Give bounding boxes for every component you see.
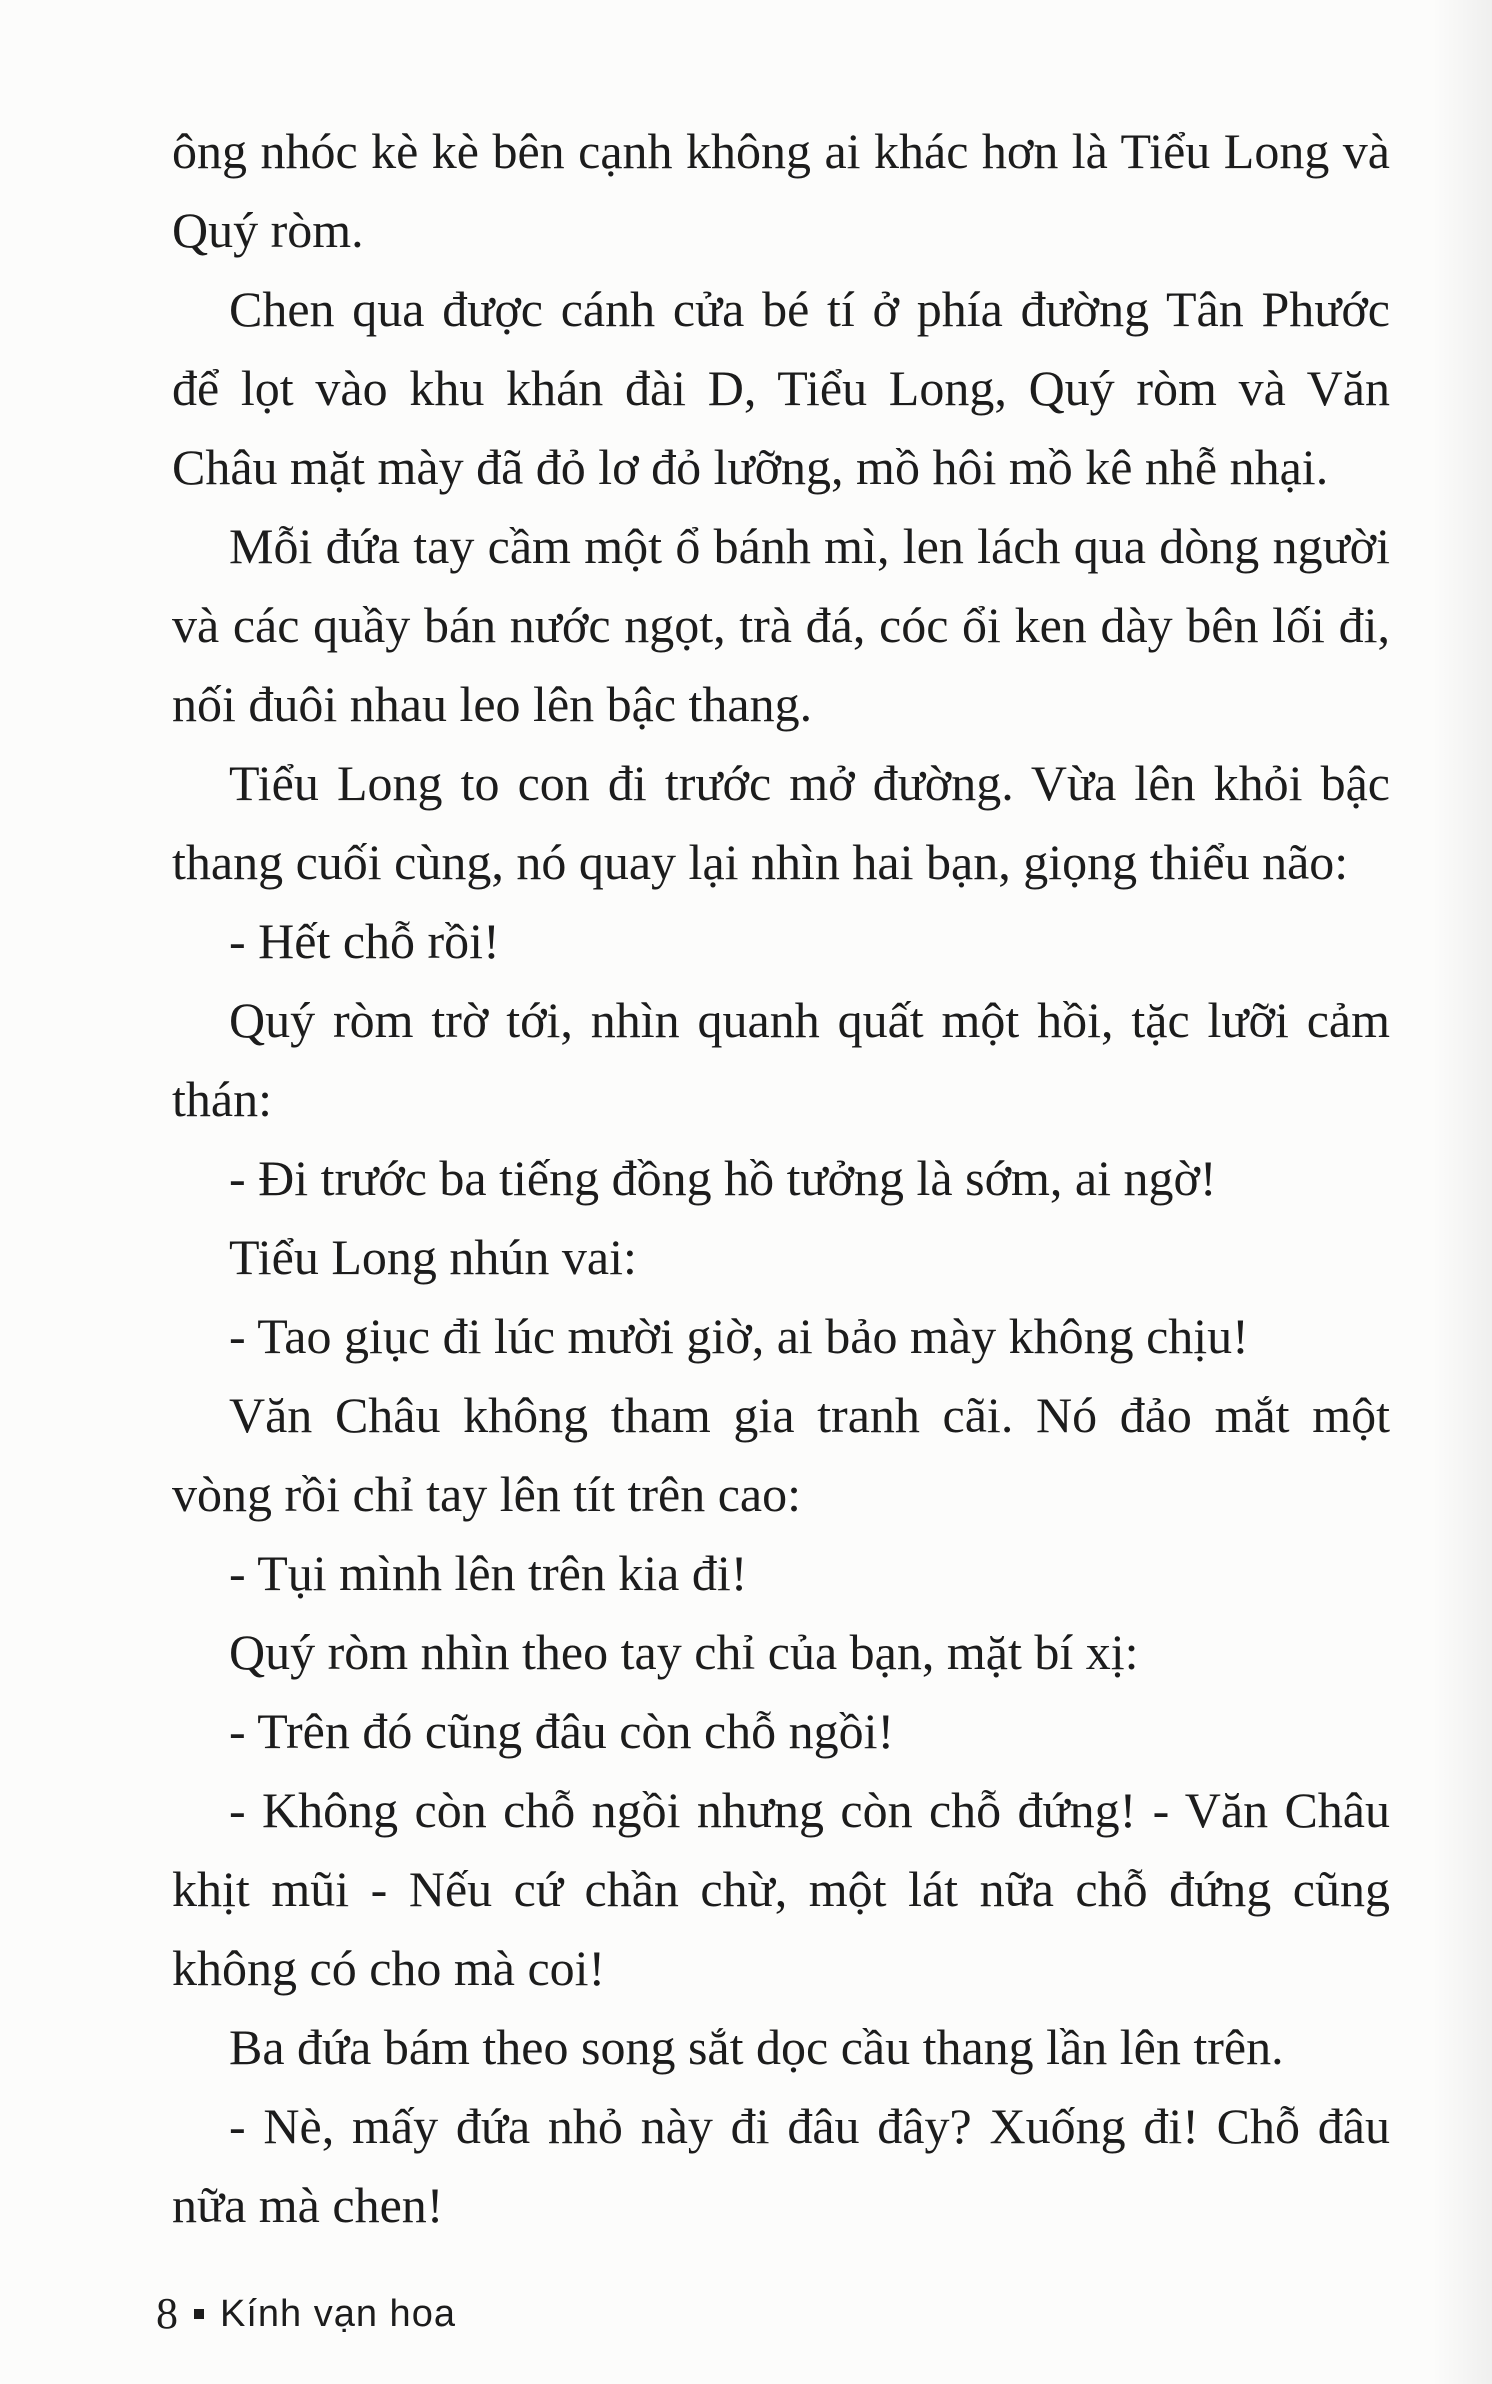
dialogue-line: - Trên đó cũng đâu còn chỗ ngồi!	[229, 1703, 895, 1759]
body-text	[172, 112, 1390, 2245]
paragraph: Văn Châu không tham gia tranh cãi. Nó đảo mắt một vòng rồi chỉ tay lên tít trên cao:	[172, 1387, 1390, 1522]
paragraph-continuation: ông nhóc kè kè bên cạnh không ai khác hơn là Tiểu Long và Quý ròm.	[172, 123, 1390, 258]
book-title: Kính vạn hoa	[220, 2293, 456, 2335]
dialogue-line: - Tao giục đi lúc mười giờ, ai bảo mày không chịu!	[229, 1308, 1249, 1364]
paragraph: Quý ròm trờ tới, nhìn quanh quất một hồi, tặc lưỡi cảm thán:	[172, 992, 1390, 1127]
dialogue-line: - Tụi mình lên trên kia đi!	[229, 1545, 748, 1601]
dialogue-line: - Đi trước ba tiếng đồng hồ tưởng là sớm, ai ngờ!	[229, 1150, 1217, 1206]
dialogue-line: - Không còn chỗ ngồi nhưng còn chỗ đứng! - Văn Châu khịt mũi - Nếu cứ chần chừ, một lát nữa chỗ đứng cũng không có cho mà coi!	[172, 1782, 1390, 1996]
paragraph: Ba đứa bám theo song sắt dọc cầu thang lần lên trên.	[229, 2019, 1284, 2075]
page-edge-shadow	[1432, 0, 1492, 2384]
page-number: 8	[156, 2289, 178, 2338]
paragraph: Quý ròm nhìn theo tay chỉ của bạn, mặt bí xị:	[229, 1624, 1139, 1680]
dialogue-line: - Hết chỗ rồi!	[229, 913, 500, 969]
footer-bullet-icon	[194, 2309, 204, 2319]
dialogue-line: - Nè, mấy đứa nhỏ này đi đâu đây? Xuống đi! Chỗ đâu nữa mà chen!	[172, 2098, 1390, 2233]
paragraph: Tiểu Long nhún vai:	[229, 1229, 637, 1285]
paragraph: Mỗi đứa tay cầm một ổ bánh mì, len lách qua dòng người và các quầy bán nước ngọt, trà đá, cóc ổi ken dày bên lối đi, nối đuôi nhau leo lên bậc thang.	[172, 518, 1390, 732]
paragraph: Tiểu Long to con đi trước mở đường. Vừa lên khỏi bậc thang cuối cùng, nó quay lại nhìn hai bạn, giọng thiểu não:	[172, 755, 1390, 890]
page-footer	[156, 2290, 456, 2338]
paragraph: Chen qua được cánh cửa bé tí ở phía đường Tân Phước để lọt vào khu khán đài D, Tiểu Long, Quý ròm và Văn Châu mặt mày đã đỏ lơ đỏ lưỡng, mồ hôi mồ kê nhễ nhại.	[172, 281, 1390, 495]
